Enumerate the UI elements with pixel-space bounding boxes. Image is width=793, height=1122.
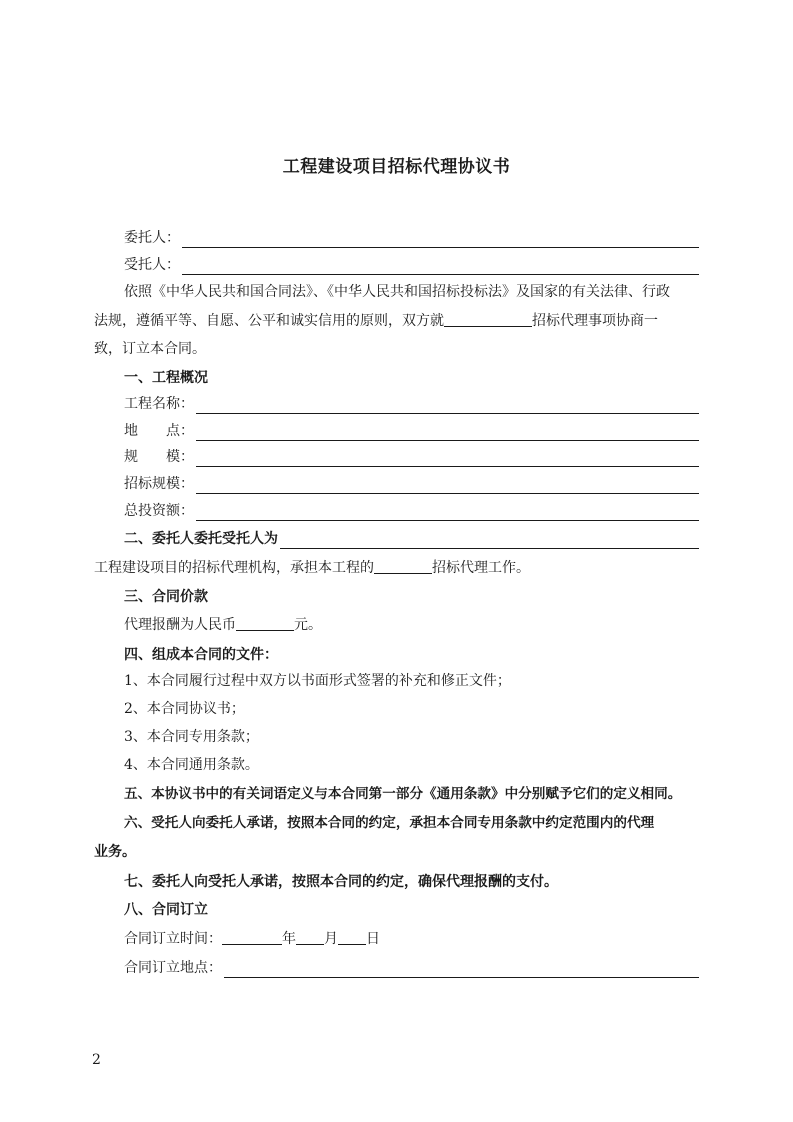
client-label: 委托人： xyxy=(124,230,180,246)
section-7-text: 七、委托人向受托人承诺，按照本合同的约定，确保代理报酬的支付。 xyxy=(124,874,558,890)
document-item-2: 2、本合同协议书； xyxy=(124,701,245,717)
total-investment-blank[interactable] xyxy=(196,504,699,521)
bid-type-blank[interactable] xyxy=(374,558,432,574)
signing-time-row: 合同订立时间： 年 月 日 xyxy=(124,931,380,947)
section-2-continuation: 工程建设项目的招标代理机构，承担本工程的 招标代理工作。 xyxy=(94,560,530,576)
section-8-heading: 八、合同订立 xyxy=(124,902,208,918)
document-title: 工程建设项目招标代理协议书 xyxy=(282,157,511,177)
section-4-heading: 四、组成本合同的文件： xyxy=(124,647,278,663)
scale-blank[interactable] xyxy=(196,450,699,467)
intro-line-1: 依照《中华人民共和国合同法》、《中华人民共和国招标投标法》及国家的有关法律、行政 xyxy=(124,284,670,300)
section-2-heading: 二、委托人委托受托人为 xyxy=(124,531,278,547)
signing-place-label: 合同订立地点： xyxy=(124,960,222,976)
section-5-text: 五、本协议书中的有关词语定义与本合同第一部分《通用条款》中分别赋予它们的定义相同。 xyxy=(124,786,682,802)
field-location: 地 点： xyxy=(124,421,699,441)
client-blank[interactable] xyxy=(182,231,699,248)
client-field xyxy=(124,228,699,248)
section-3-heading: 三、合同价款 xyxy=(124,589,208,605)
page-number: 2 xyxy=(92,1052,101,1068)
intro-line-2: 法规，遵循平等、自愿、公平和诚实信用的原则，双方就 招标代理事项协商一 xyxy=(94,313,658,329)
intro-line-3: 致，订立本合同。 xyxy=(94,341,206,357)
day-blank[interactable] xyxy=(338,929,366,945)
field-bid-scale: 招标规模： xyxy=(124,474,699,494)
section-6-line-1: 六、受托人向委托人承诺，按照本合同的约定，承担本合同专用条款中约定范围内的代理 xyxy=(124,815,655,831)
project-blank[interactable] xyxy=(444,311,532,327)
section-3-text: 代理报酬为人民币 元。 xyxy=(124,617,322,633)
section-1-heading: 一、工程概况 xyxy=(124,370,208,386)
section-6-line-2: 业务。 xyxy=(94,844,136,860)
year-blank[interactable] xyxy=(222,929,282,945)
signing-place-row xyxy=(124,958,699,978)
field-total-investment: 总投资额： xyxy=(124,501,699,521)
signing-time-label: 合同订立时间 xyxy=(124,931,208,947)
bid-scale-blank[interactable] xyxy=(196,477,699,494)
field-project-name: 工程名称： xyxy=(124,394,699,414)
agency-blank[interactable] xyxy=(280,532,699,549)
fee-blank[interactable] xyxy=(236,615,294,631)
agent-blank[interactable] xyxy=(182,258,699,275)
section-2-heading-row xyxy=(124,529,699,549)
month-blank[interactable] xyxy=(296,929,324,945)
document-item-1: 1、本合同履行过程中双方以书面形式签署的补充和修正文件； xyxy=(124,673,511,689)
location-blank[interactable] xyxy=(196,424,699,441)
signing-place-blank[interactable] xyxy=(224,961,699,978)
agent-label: 受托人： xyxy=(124,257,180,273)
agent-field xyxy=(124,255,699,275)
document-item-3: 3、本合同专用条款； xyxy=(124,729,259,745)
document-item-4: 4、本合同通用条款。 xyxy=(124,757,259,773)
project-name-blank[interactable] xyxy=(196,397,699,414)
field-scale: 规 模： xyxy=(124,447,699,467)
